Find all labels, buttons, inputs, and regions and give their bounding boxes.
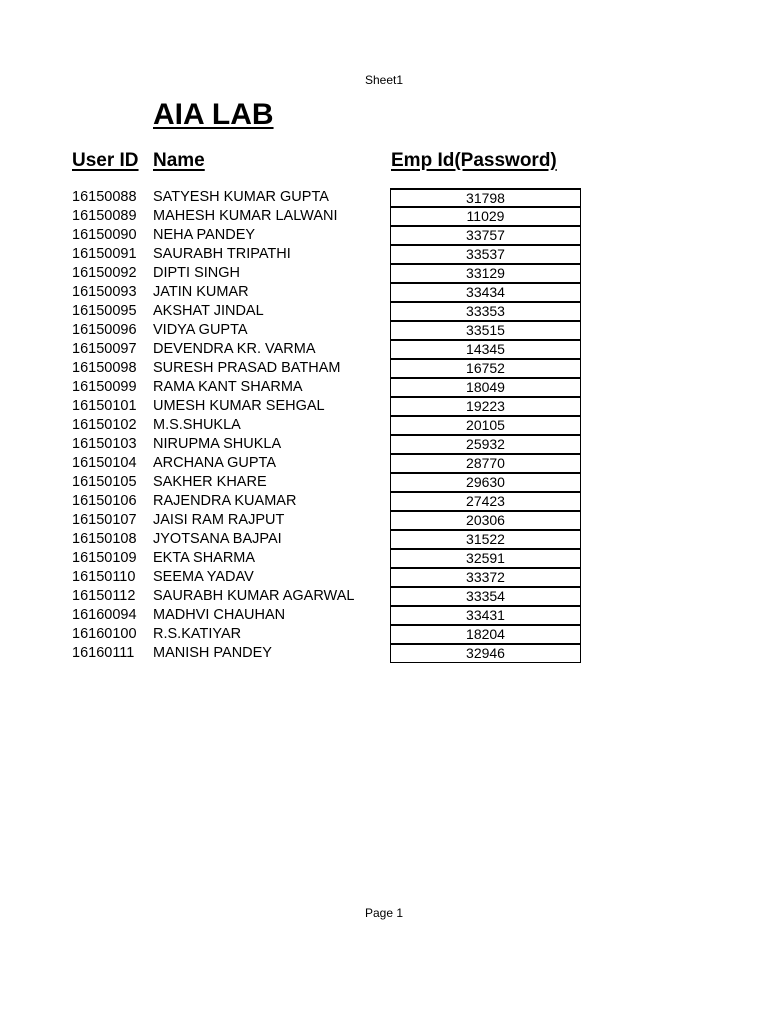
emp-id-cell: 20306 [390,511,581,530]
table-row [0,454,768,473]
emp-id-cell: 33434 [390,283,581,302]
table-row [0,302,768,321]
user-id-cell: 16150106 [72,493,137,509]
table-row [0,530,768,549]
name-cell: UMESH KUMAR SEHGAL [153,398,325,414]
name-cell: DEVENDRA KR. VARMA [153,341,316,357]
user-id-cell: 16150089 [72,208,137,224]
emp-id-cell: 33757 [390,226,581,245]
user-id-cell: 16150103 [72,436,137,452]
table-row [0,587,768,606]
table-row [0,340,768,359]
emp-id-cell: 18204 [390,625,581,644]
table-row [0,397,768,416]
name-cell: SAURABH TRIPATHI [153,246,291,262]
emp-id-cell: 33515 [390,321,581,340]
user-id-cell: 16150108 [72,531,137,547]
user-id-cell: 16160111 [72,645,135,661]
name-cell: NIRUPMA SHUKLA [153,436,282,452]
name-cell: SEEMA YADAV [153,569,254,585]
page-title: AIA LAB [153,98,274,131]
emp-id-cell: 14345 [390,340,581,359]
emp-id-cell: 29630 [390,473,581,492]
user-id-cell: 16150109 [72,550,137,566]
table-row [0,378,768,397]
user-id-cell: 16160094 [72,607,137,623]
table-row [0,359,768,378]
emp-id-cell: 31522 [390,530,581,549]
name-cell: MADHVI CHAUHAN [153,607,286,623]
table-row [0,283,768,302]
emp-id-cell: 33537 [390,245,581,264]
name-cell: JAISI RAM RAJPUT [153,512,285,528]
column-header-emp-id: Emp Id(Password) [391,150,557,171]
emp-id-cell: 33354 [390,587,581,606]
table-row [0,435,768,454]
table-row [0,492,768,511]
user-id-cell: 16150095 [72,303,137,319]
name-cell: SURESH PRASAD BATHAM [153,360,341,376]
name-cell: SAKHER KHARE [153,474,267,490]
emp-id-cell: 25932 [390,435,581,454]
emp-id-cell: 33129 [390,264,581,283]
name-cell: RAMA KANT SHARMA [153,379,303,395]
name-cell: ARCHANA GUPTA [153,455,277,471]
table-row [0,473,768,492]
user-id-cell: 16150096 [72,322,137,338]
name-cell: SAURABH KUMAR AGARWAL [153,588,355,604]
name-cell: AKSHAT JINDAL [153,303,264,319]
table-row [0,606,768,625]
emp-id-cell: 19223 [390,397,581,416]
user-id-cell: 16160100 [72,626,137,642]
user-id-cell: 16150110 [72,569,136,585]
table-row [0,245,768,264]
page-number: Page 1 [364,906,404,920]
user-table [0,188,768,663]
name-cell: R.S.KATIYAR [153,626,242,642]
emp-id-cell: 33372 [390,568,581,587]
table-row [0,188,768,207]
user-id-cell: 16150097 [72,341,137,357]
emp-id-cell: 31798 [390,188,581,207]
column-header-name: Name [153,150,205,171]
user-id-cell: 16150104 [72,455,137,471]
user-id-cell: 16150088 [72,189,137,205]
table-row [0,625,768,644]
emp-id-cell: 16752 [390,359,581,378]
table-row [0,568,768,587]
user-id-cell: 16150093 [72,284,137,300]
emp-id-cell: 33431 [390,606,581,625]
name-cell: DIPTI SINGH [153,265,241,281]
user-id-cell: 16150091 [72,246,137,262]
name-cell: MANISH PANDEY [153,645,272,661]
emp-id-cell: 11029 [390,207,581,226]
user-id-cell: 16150112 [72,588,136,604]
name-cell: JATIN KUMAR [153,284,249,300]
emp-id-cell: 27423 [390,492,581,511]
table-row [0,321,768,340]
table-row [0,264,768,283]
name-cell: RAJENDRA KUAMAR [153,493,297,509]
table-row [0,549,768,568]
column-header-user-id: User ID [72,150,139,171]
user-id-cell: 16150099 [72,379,137,395]
table-row [0,207,768,226]
user-id-cell: 16150092 [72,265,137,281]
name-cell: VIDYA GUPTA [153,322,248,338]
name-cell: SATYESH KUMAR GUPTA [153,189,329,205]
user-id-cell: 16150105 [72,474,137,490]
emp-id-cell: 18049 [390,378,581,397]
emp-id-cell: 32946 [390,644,581,663]
name-cell: EKTA SHARMA [153,550,256,566]
user-id-cell: 16150090 [72,227,137,243]
table-row [0,226,768,245]
emp-id-cell: 20105 [390,416,581,435]
user-id-cell: 16150102 [72,417,137,433]
sheet-label: Sheet1 [364,73,404,87]
emp-id-cell: 33353 [390,302,581,321]
user-id-cell: 16150098 [72,360,137,376]
user-id-cell: 16150101 [72,398,137,414]
name-cell: NEHA PANDEY [153,227,256,243]
name-cell: JYOTSANA BAJPAI [153,531,282,547]
emp-id-cell: 28770 [390,454,581,473]
emp-id-cell: 32591 [390,549,581,568]
user-id-cell: 16150107 [72,512,137,528]
name-cell: M.S.SHUKLA [153,417,241,433]
table-row [0,644,768,663]
table-row [0,511,768,530]
table-row [0,416,768,435]
name-cell: MAHESH KUMAR LALWANI [153,208,338,224]
